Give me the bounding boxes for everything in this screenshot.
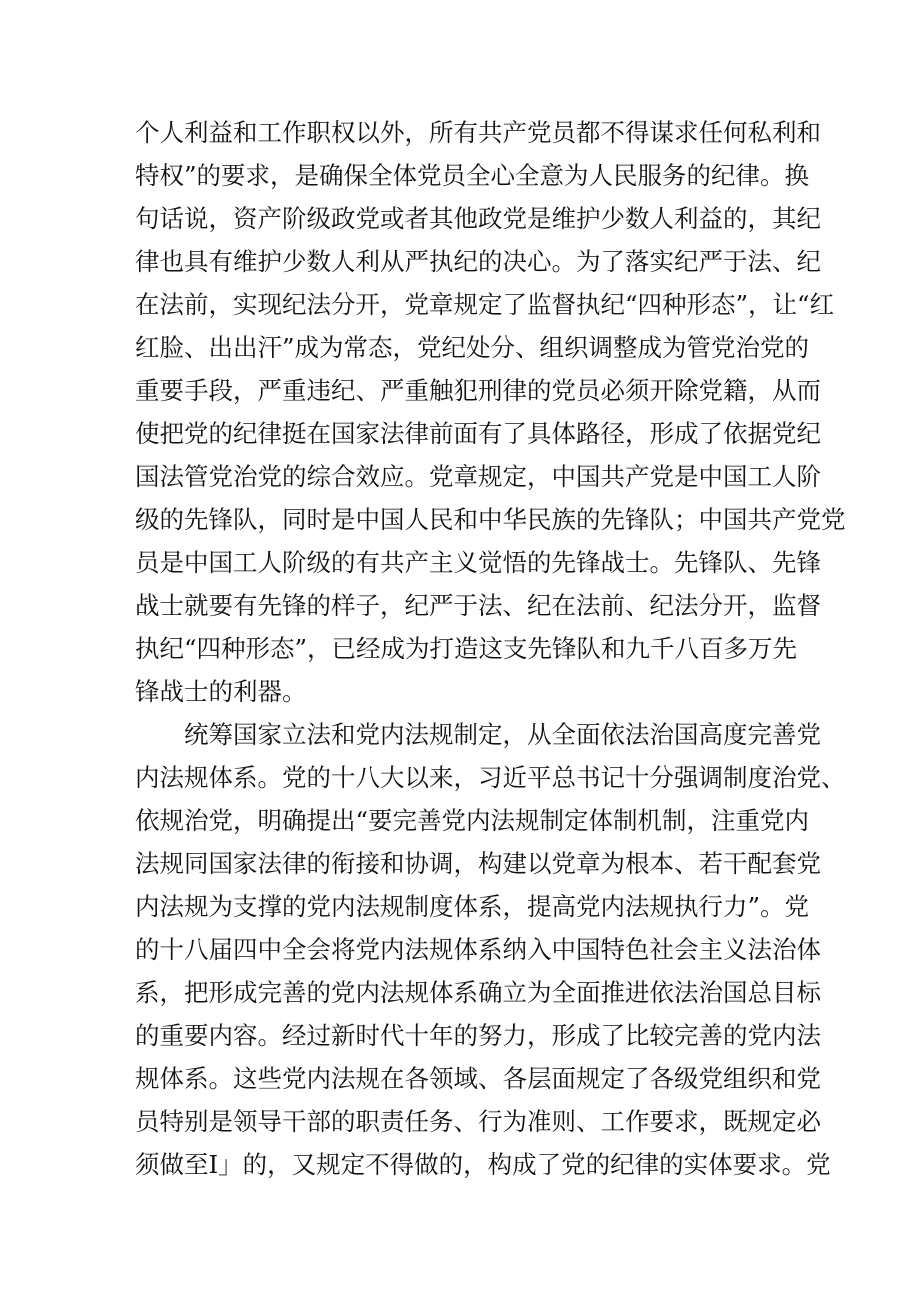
text-line: 内法规为支撑的党内法规制度体系，提高党内法规执行力”。党 (135, 892, 810, 921)
text-line: 战士就要有先锋的样子，纪严于法、纪在法前、纪法分开，监督 (135, 591, 821, 620)
text-line: 锋战士的利器。 (135, 677, 307, 706)
text-line: 系，把形成完善的党内法规体系确立为全面推进依法治国总目标 (135, 978, 821, 1007)
text-line: 内法规体系。党的十八大以来，习近平总书记十分强调制度治党、 (135, 763, 846, 792)
text-line: 级的先锋队，同时是中国人民和中华民族的先锋队；中国共产党党 (135, 505, 846, 534)
text-line: 个人利益和工作职权以外，所有共产党员都不得谋求任何私利和 (135, 118, 821, 147)
text-line: 的重要内容。经过新时代十年的努力，形成了比较完善的党内法 (135, 1021, 821, 1050)
paragraph-2 (135, 713, 846, 1186)
text-line: 使把党的纪律挺在国家法律前面有了具体路径，形成了依据党纪 (135, 419, 821, 448)
text-line: 红脸、出出汗”成为常态，党纪处分、组织调整成为管党治党的 (135, 333, 810, 362)
text-line: 执纪“四种形态”，已经成为打造这支先锋队和九千八百多万先 (135, 634, 798, 663)
text-line: 须做至I」的，又规定不得做的，构成了党的纪律的实体要求。党 (135, 1150, 831, 1179)
text-line: 规体系。这些党内法规在各领域、各层面规定了各级党组织和党 (135, 1064, 821, 1093)
text-line: 重要手段，严重违纪、严重触犯刑律的党员必须开除党籍，从而 (135, 376, 821, 405)
text-line: 法规同国家法律的衔接和协调，构建以党章为根本、若干配套党 (135, 849, 821, 878)
paragraph-1 (135, 111, 846, 713)
text-line: 在法前，实现纪法分开，党章规定了监督执纪“四种形态”，让“红 (135, 290, 835, 319)
text-line: 律也具有维护少数人利从严执纪的决心。为了落实纪严于法、纪 (135, 247, 821, 276)
text-line: 依规治党，明确提出“要完善党内法规制定体制机制，注重党内 (135, 806, 810, 835)
text-line: 员特别是领导干部的职责任务、行为准则、工作要求，既规定必 (135, 1107, 821, 1136)
text-line: 员是中国工人阶级的有共产主义觉悟的先锋战士。先锋队、先锋 (135, 548, 821, 577)
text-line: 句话说，资产阶级政党或者其他政党是维护少数人利益的，其纪 (135, 204, 821, 233)
text-line: 统筹国家立法和党内法规制定，从全面依法治国高度完善党 (184, 720, 821, 749)
body-text (135, 111, 846, 1186)
text-line: 特权”的要求，是确保全体党员全心全意为人民服务的纪律。换 (135, 161, 810, 190)
text-line: 的十八届四中全会将党内法规体系纳入中国特色社会主义法治体 (135, 935, 821, 964)
text-line: 国法管党治党的综合效应。党章规定，中国共产党是中国工人阶 (135, 462, 821, 491)
